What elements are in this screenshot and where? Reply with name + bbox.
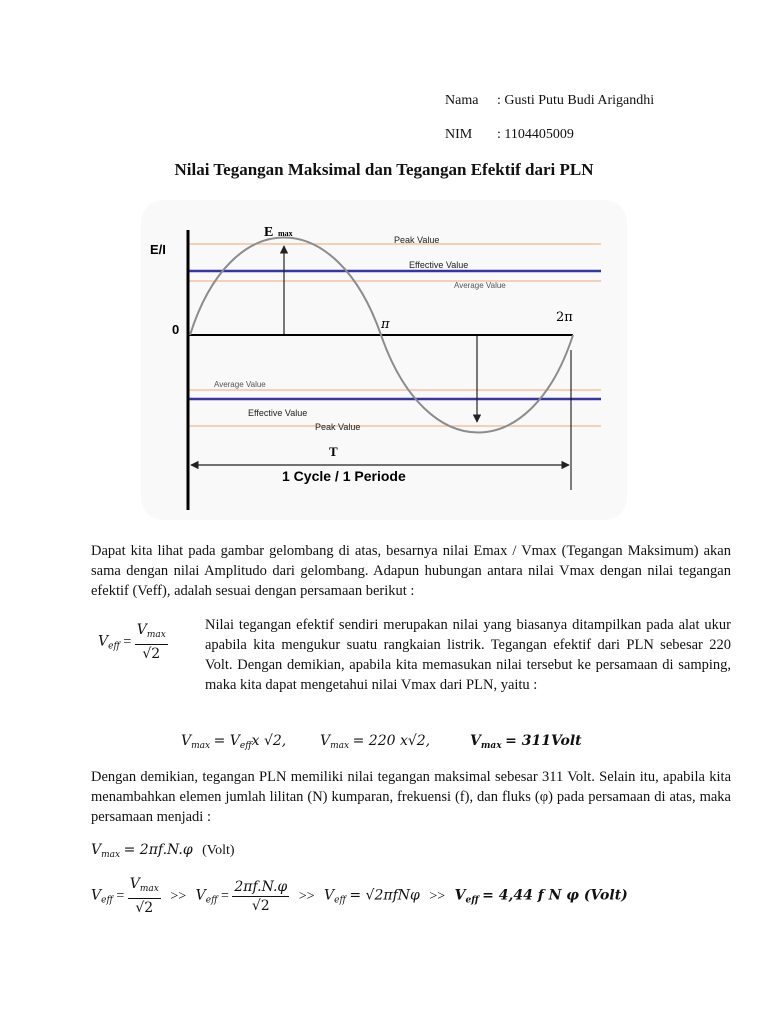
pi-label: π	[381, 317, 390, 332]
zero-label: 0	[172, 322, 180, 337]
name-label: Nama	[445, 93, 479, 108]
sine-wave-figure	[141, 200, 627, 520]
page-title: Nilai Tegangan Maksimal dan Tegangan Efektif dari PLN	[174, 160, 594, 179]
nim-label: NIM	[445, 127, 473, 142]
peak-value-top-label: Peak Value	[394, 235, 440, 245]
cycle-label: 1 Cycle / 1 Periode	[282, 468, 406, 484]
veff-formula: $V_{eff}$ = $\frac{V_{max}}{√2}$	[98, 622, 166, 662]
vmax-calculation: $V_{max} = V_{eff}x$ √2,	[181, 733, 287, 751]
emax-label: E	[264, 225, 274, 240]
veff-derivation: $V_{eff}$ = $\frac{V_{max}}{√2}$ >> $V_{eff}$ = $\frac{2\pi f.N.\varphi}{√2}$ >> $V_{eff} = √2\pi fN\varphi >> V_{eff} = 4,44$ f N φ (Volt)	[91, 876, 628, 916]
paragraph-intro: Dapat kita lihat pada gambar gelombang di atas, besarnya nilai Emax / Vmax (Tegangan Maksimum) akan sama dengan nilai Amplitudo dari gelombang. Adapun hubungan antara nilai Vmax dengan nilai tegangan efektif (Veff), adalah sesuai dengan persamaan berikut :	[91, 543, 731, 599]
vmax-formula-nf: $V_{max} = 2\pi f.N.\varphi$ (Volt)	[91, 842, 235, 860]
vmax-result: $V_{max}$ = 311Volt	[470, 733, 582, 751]
nim-value: : 1104405009	[497, 127, 574, 142]
effective-value-bottom-label: Effective Value	[248, 408, 308, 418]
average-value-top-label: Average Value	[454, 281, 506, 290]
period-label: T	[329, 444, 338, 459]
effective-value-top-label: Effective Value	[409, 260, 469, 270]
two-pi-label: 2π	[556, 310, 573, 325]
emax-sub-label: max	[278, 229, 293, 238]
paragraph-conclusion: Dengan demikian, tegangan PLN memiliki nilai tegangan maksimal sebesar 311 Volt. Selain itu, apabila kita menambahkan elemen jumlah lilitan (N) kumparan, frekuensi (f), dan fluks (φ) pada persamaan di atas, maka persamaan menjadi :	[91, 769, 731, 825]
average-value-bottom-label: Average Value	[214, 380, 266, 389]
sine-wave-diagram	[141, 200, 627, 520]
peak-value-bottom-label: Peak Value	[315, 422, 361, 432]
vmax-substitution: $V_{max} = 220$ x√2,	[320, 733, 431, 751]
y-axis-label: E/I	[150, 242, 166, 257]
name-value: : Gusti Putu Budi Arigandhi	[497, 93, 655, 108]
paragraph-explanation: Nilai tegangan efektif sendiri merupakan nilai yang biasanya ditampilkan pada alat ukur apabila kita mengukur suatu rangkaian listrik. Tegangan efektif dari PLN sebesar 220 Volt. Dengan demikian, apabila kita memasukan nilai tersebut ke persamaan di samping, maka kita dapat mengetahui nilai Vmax dari PLN, yaitu :	[205, 617, 731, 693]
